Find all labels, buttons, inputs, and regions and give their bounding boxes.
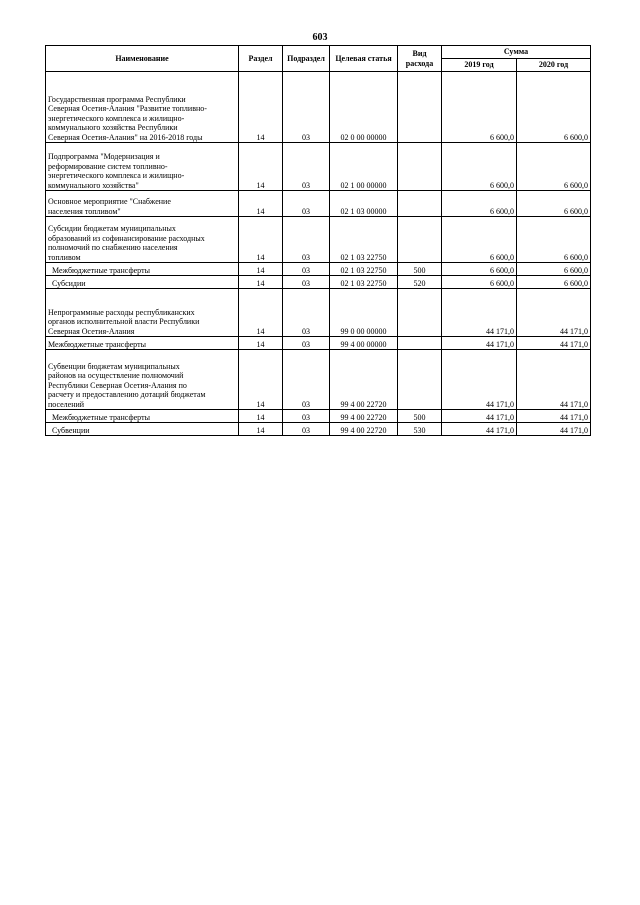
row-target: 02 1 03 22750 bbox=[330, 263, 398, 276]
row-name: Межбюджетные трансферты bbox=[46, 263, 239, 276]
row-subsection: 03 bbox=[283, 217, 330, 263]
row-section: 14 bbox=[239, 191, 283, 217]
table-row bbox=[46, 263, 591, 276]
row-name: Субсидии бюджетам муниципальных образований из софинансирование расходных полномочий по снабжению населения топливом bbox=[46, 217, 239, 263]
row-subsection: 03 bbox=[283, 289, 330, 337]
row-2019: 6 600,0 bbox=[442, 72, 517, 143]
row-2019: 44 171,0 bbox=[442, 289, 517, 337]
row-expense-type bbox=[398, 350, 442, 410]
row-section: 14 bbox=[239, 72, 283, 143]
row-2020: 44 171,0 bbox=[517, 410, 591, 423]
row-expense-type: 530 bbox=[398, 423, 442, 436]
row-target: 02 1 03 22750 bbox=[330, 276, 398, 289]
header-name: Наименование bbox=[46, 46, 239, 72]
row-subsection: 03 bbox=[283, 337, 330, 350]
row-name: Основное мероприятие "Снабжение населения топливом" bbox=[46, 191, 239, 217]
row-subsection: 03 bbox=[283, 350, 330, 410]
row-target: 99 4 00 22720 bbox=[330, 410, 398, 423]
row-subsection: 03 bbox=[283, 410, 330, 423]
row-section: 14 bbox=[239, 423, 283, 436]
row-name: Субсидии bbox=[46, 276, 239, 289]
row-name: Субвенции bbox=[46, 423, 239, 436]
row-2019: 6 600,0 bbox=[442, 191, 517, 217]
row-name: Субвенции бюджетам муниципальных районов на осуществление полномочий Республики Северная Осетия-Алания по расчету и предоставлению дотаций бюджетам поселений bbox=[46, 350, 239, 410]
row-subsection: 03 bbox=[283, 276, 330, 289]
table-row bbox=[46, 72, 591, 143]
table-row bbox=[46, 191, 591, 217]
table-row bbox=[46, 423, 591, 436]
row-2020: 6 600,0 bbox=[517, 276, 591, 289]
row-2020: 44 171,0 bbox=[517, 289, 591, 337]
row-2020: 44 171,0 bbox=[517, 423, 591, 436]
row-expense-type bbox=[398, 289, 442, 337]
row-section: 14 bbox=[239, 337, 283, 350]
row-name: Подпрограмма "Модернизация и реформирование систем топливно- энергетического комплекса и жилищно- коммунального хозяйства" bbox=[46, 143, 239, 191]
row-target: 99 4 00 22720 bbox=[330, 423, 398, 436]
row-section: 14 bbox=[239, 143, 283, 191]
row-2019: 6 600,0 bbox=[442, 276, 517, 289]
header-year-2019: 2019 год bbox=[442, 59, 517, 72]
row-2020: 44 171,0 bbox=[517, 337, 591, 350]
row-section: 14 bbox=[239, 410, 283, 423]
row-expense-type: 520 bbox=[398, 276, 442, 289]
header-sum: Сумма bbox=[442, 46, 591, 59]
row-target: 99 4 00 00000 bbox=[330, 337, 398, 350]
row-2020: 6 600,0 bbox=[517, 217, 591, 263]
row-expense-type bbox=[398, 217, 442, 263]
row-target: 02 1 03 00000 bbox=[330, 191, 398, 217]
row-section: 14 bbox=[239, 350, 283, 410]
budget-table bbox=[45, 45, 591, 436]
row-expense-type: 500 bbox=[398, 410, 442, 423]
row-expense-type: 500 bbox=[398, 263, 442, 276]
table-row bbox=[46, 410, 591, 423]
row-name: Непрограммные расходы республиканских органов исполнительной власти Республики Северная Осетия-Алания bbox=[46, 289, 239, 337]
row-target: 99 0 00 00000 bbox=[330, 289, 398, 337]
row-2020: 44 171,0 bbox=[517, 350, 591, 410]
row-subsection: 03 bbox=[283, 143, 330, 191]
table-row bbox=[46, 350, 591, 410]
row-2020: 6 600,0 bbox=[517, 191, 591, 217]
row-expense-type bbox=[398, 337, 442, 350]
row-name: Межбюджетные трансферты bbox=[46, 410, 239, 423]
row-section: 14 bbox=[239, 263, 283, 276]
row-2019: 6 600,0 bbox=[442, 143, 517, 191]
row-section: 14 bbox=[239, 276, 283, 289]
table-row bbox=[46, 289, 591, 337]
row-subsection: 03 bbox=[283, 423, 330, 436]
row-subsection: 03 bbox=[283, 263, 330, 276]
table-row bbox=[46, 276, 591, 289]
row-expense-type bbox=[398, 72, 442, 143]
row-target: 02 1 03 22750 bbox=[330, 217, 398, 263]
row-2019: 44 171,0 bbox=[442, 350, 517, 410]
row-target: 02 0 00 00000 bbox=[330, 72, 398, 143]
row-2020: 6 600,0 bbox=[517, 143, 591, 191]
row-2020: 6 600,0 bbox=[517, 72, 591, 143]
header-section: Раздел bbox=[239, 46, 283, 72]
header-target: Целевая статья bbox=[330, 46, 398, 72]
header-subsection: Подраздел bbox=[283, 46, 330, 72]
row-2019: 44 171,0 bbox=[442, 337, 517, 350]
row-expense-type bbox=[398, 143, 442, 191]
row-section: 14 bbox=[239, 289, 283, 337]
header-expense-type: Вид расхода bbox=[398, 46, 442, 72]
row-name: Государственная программа Республики Северная Осетия-Алания "Развитие топливно- энергетического комплекса и жилищно- коммунального хозяйства Республики Северная Осетия-Алания" на 2016-2018 годы bbox=[46, 72, 239, 143]
row-target: 99 4 00 22720 bbox=[330, 350, 398, 410]
row-section: 14 bbox=[239, 217, 283, 263]
table-row bbox=[46, 217, 591, 263]
row-2019: 44 171,0 bbox=[442, 423, 517, 436]
row-target: 02 1 00 00000 bbox=[330, 143, 398, 191]
row-name: Межбюджетные трансферты bbox=[46, 337, 239, 350]
row-subsection: 03 bbox=[283, 191, 330, 217]
page-number: 603 bbox=[312, 32, 328, 43]
table-row bbox=[46, 337, 591, 350]
row-expense-type bbox=[398, 191, 442, 217]
row-2019: 44 171,0 bbox=[442, 410, 517, 423]
row-2020: 6 600,0 bbox=[517, 263, 591, 276]
row-2019: 6 600,0 bbox=[442, 217, 517, 263]
table-row bbox=[46, 143, 591, 191]
header-year-2020: 2020 год bbox=[517, 59, 591, 72]
row-2019: 6 600,0 bbox=[442, 263, 517, 276]
row-subsection: 03 bbox=[283, 72, 330, 143]
